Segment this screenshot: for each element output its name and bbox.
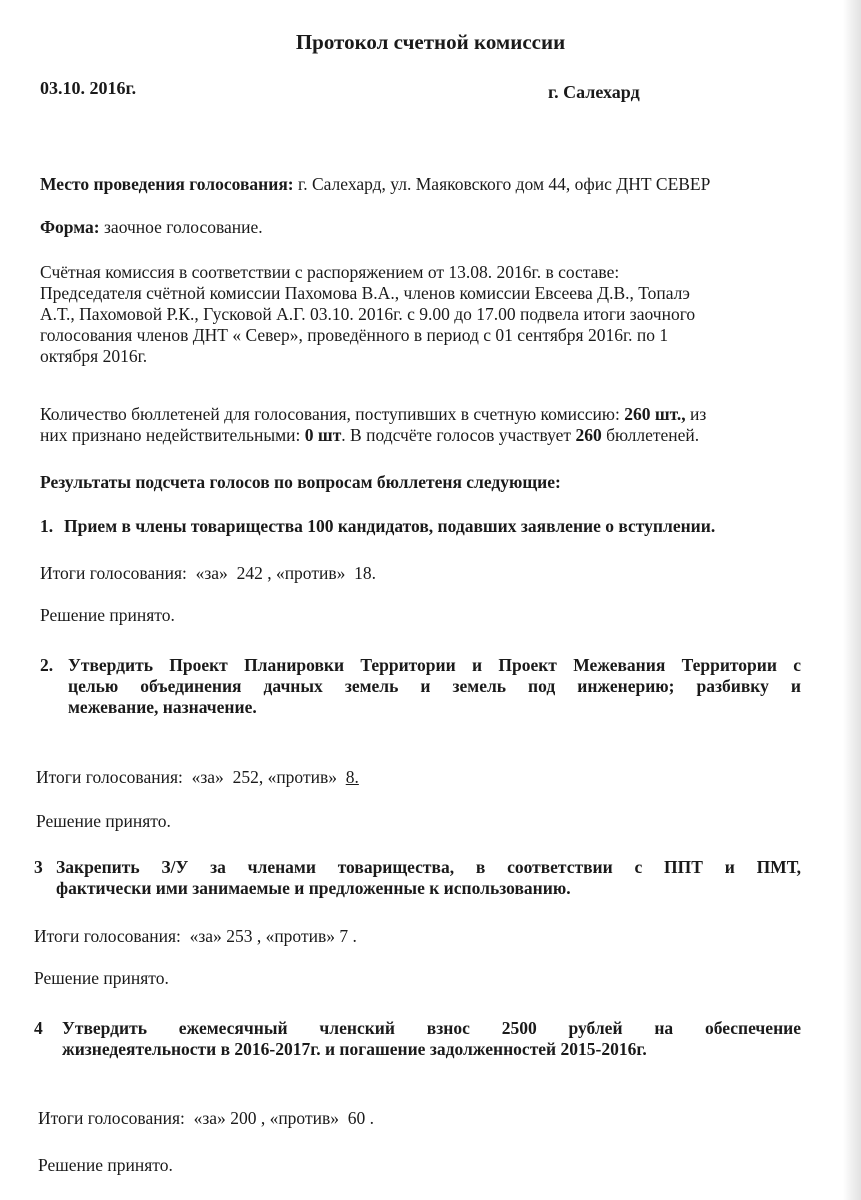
question-number: 4 [34, 1018, 43, 1038]
protocol-city: г. Салехард [548, 82, 640, 102]
question-1-decision: Решение принято. [40, 605, 175, 625]
question-1-result: Итоги голосования: «за» 242 , «против» 18. [40, 563, 376, 583]
ballots-line-1 [40, 404, 815, 425]
question-2-decision: Решение принято. [36, 811, 171, 831]
page-edge-shadow [843, 0, 861, 1200]
ballots-text: . В подсчёте голосов участвует [341, 425, 576, 445]
question-2 [40, 655, 801, 718]
ballots-text: них признано недействительными: [40, 425, 305, 445]
for-value: 200 , [230, 1108, 266, 1128]
question-text [62, 1018, 801, 1060]
against-label: «против» [265, 926, 335, 946]
question-4-result [38, 1107, 374, 1129]
against-value: 18. [354, 563, 376, 583]
commission-line: А.Т., Пахомовой Р.К., Гусковой А.Г. 03.10. 2016г. с 9.00 до 17.00 подвела итоги заочного [40, 304, 696, 324]
for-label: «за» [191, 767, 224, 787]
question-text [68, 655, 801, 718]
for-label: «за» [193, 1108, 226, 1128]
for-value: 253 , [226, 926, 262, 946]
question-text [64, 516, 800, 537]
question-number: 3 [34, 857, 43, 877]
against-label: «против» [267, 767, 337, 787]
question-line: Прием в члены товарищества 100 кандидатов, подавших заявление о вступлении. [64, 516, 716, 536]
result-label: Итоги голосования: [34, 926, 181, 946]
form-value: заочное голосование. [99, 217, 263, 237]
ballots-line-2 [40, 425, 815, 446]
document-title: Протокол счетной комиссии [295, 30, 566, 54]
venue-label: Место проведения голосования: [40, 174, 294, 194]
against-value: 8. [345, 767, 359, 787]
question-line: межевание, назначение. [68, 697, 257, 717]
for-value: 242 [236, 563, 263, 583]
result-label: Итоги голосования: [38, 1108, 185, 1128]
question-2-result [36, 766, 359, 788]
result-label: Итоги голосования: [40, 563, 187, 583]
against-label: «против» [275, 563, 346, 583]
question-number: 1. [40, 516, 54, 536]
commission-line: октября 2016г. [40, 346, 148, 366]
for-value: 252, [232, 767, 264, 787]
ballots-text: из [685, 404, 707, 424]
result-label: Итоги голосования: [36, 767, 183, 787]
ballots-paragraph [40, 404, 815, 446]
protocol-date: 03.10. 2016г. [40, 78, 137, 98]
commission-line: голосования членов ДНТ « Север», проведённого в период с 01 сентября 2016г. по 1 [40, 325, 669, 345]
form-label: Форма: [40, 217, 100, 237]
question-line: фактически ими занимаемые и предложенные к использованию. [56, 878, 571, 898]
ballots-counted: 260 [575, 425, 602, 445]
ballots-received: 260 шт., [624, 404, 686, 424]
question-3-result [34, 925, 357, 947]
against-value: 7 . [339, 926, 357, 946]
results-heading: Результаты подсчета голосов по вопросам бюллетеня следующие: [40, 472, 561, 492]
question-4-decision: Решение принято. [38, 1155, 173, 1175]
voting-form [40, 216, 263, 238]
question-line: Утвердить Проект Планировки Территории и Проект Межевания Территории с [68, 655, 801, 675]
for-label: «за» [189, 926, 222, 946]
question-4 [34, 1018, 801, 1060]
against-label: «против» [269, 1108, 339, 1128]
commission-line: Счётная комиссия в соответствии с распоряжением от 13.08. 2016г. в составе: [40, 262, 620, 282]
question-line: жизнедеятельности в 2016-2017г. и погашение задолженностей 2015-2016г. [62, 1039, 647, 1059]
commission-paragraph [40, 262, 815, 367]
for-label: «за» [195, 563, 228, 583]
question-text [56, 857, 801, 899]
question-line: Закрепить З/У за членами товарищества, в соответствии с ППТ и ПМТ, [56, 857, 801, 877]
against-value: 60 . [347, 1108, 374, 1128]
question-3-decision: Решение принято. [34, 968, 169, 988]
ballots-text: бюллетеней. [601, 425, 700, 445]
question-line: целью объединения дачных земель и земель под инженерию; разбивку и [68, 676, 801, 696]
commission-line: Председателя счётной комиссии Пахомова В.А., членов комиссии Евсеева Д.В., Топалэ [40, 283, 690, 303]
question-3 [34, 857, 801, 899]
question-line: Утвердить ежемесячный членский взнос 2500 рублей на обеспечение [62, 1018, 801, 1038]
ballots-text: Количество бюллетеней для голосования, поступивших в счетную комиссию: [40, 404, 625, 424]
venue-value: г. Салехард, ул. Маяковского дом 44, офис ДНТ СЕВЕР [293, 174, 711, 194]
question-number: 2. [40, 655, 54, 675]
ballots-invalid: 0 шт [304, 425, 342, 445]
voting-venue [40, 173, 710, 195]
